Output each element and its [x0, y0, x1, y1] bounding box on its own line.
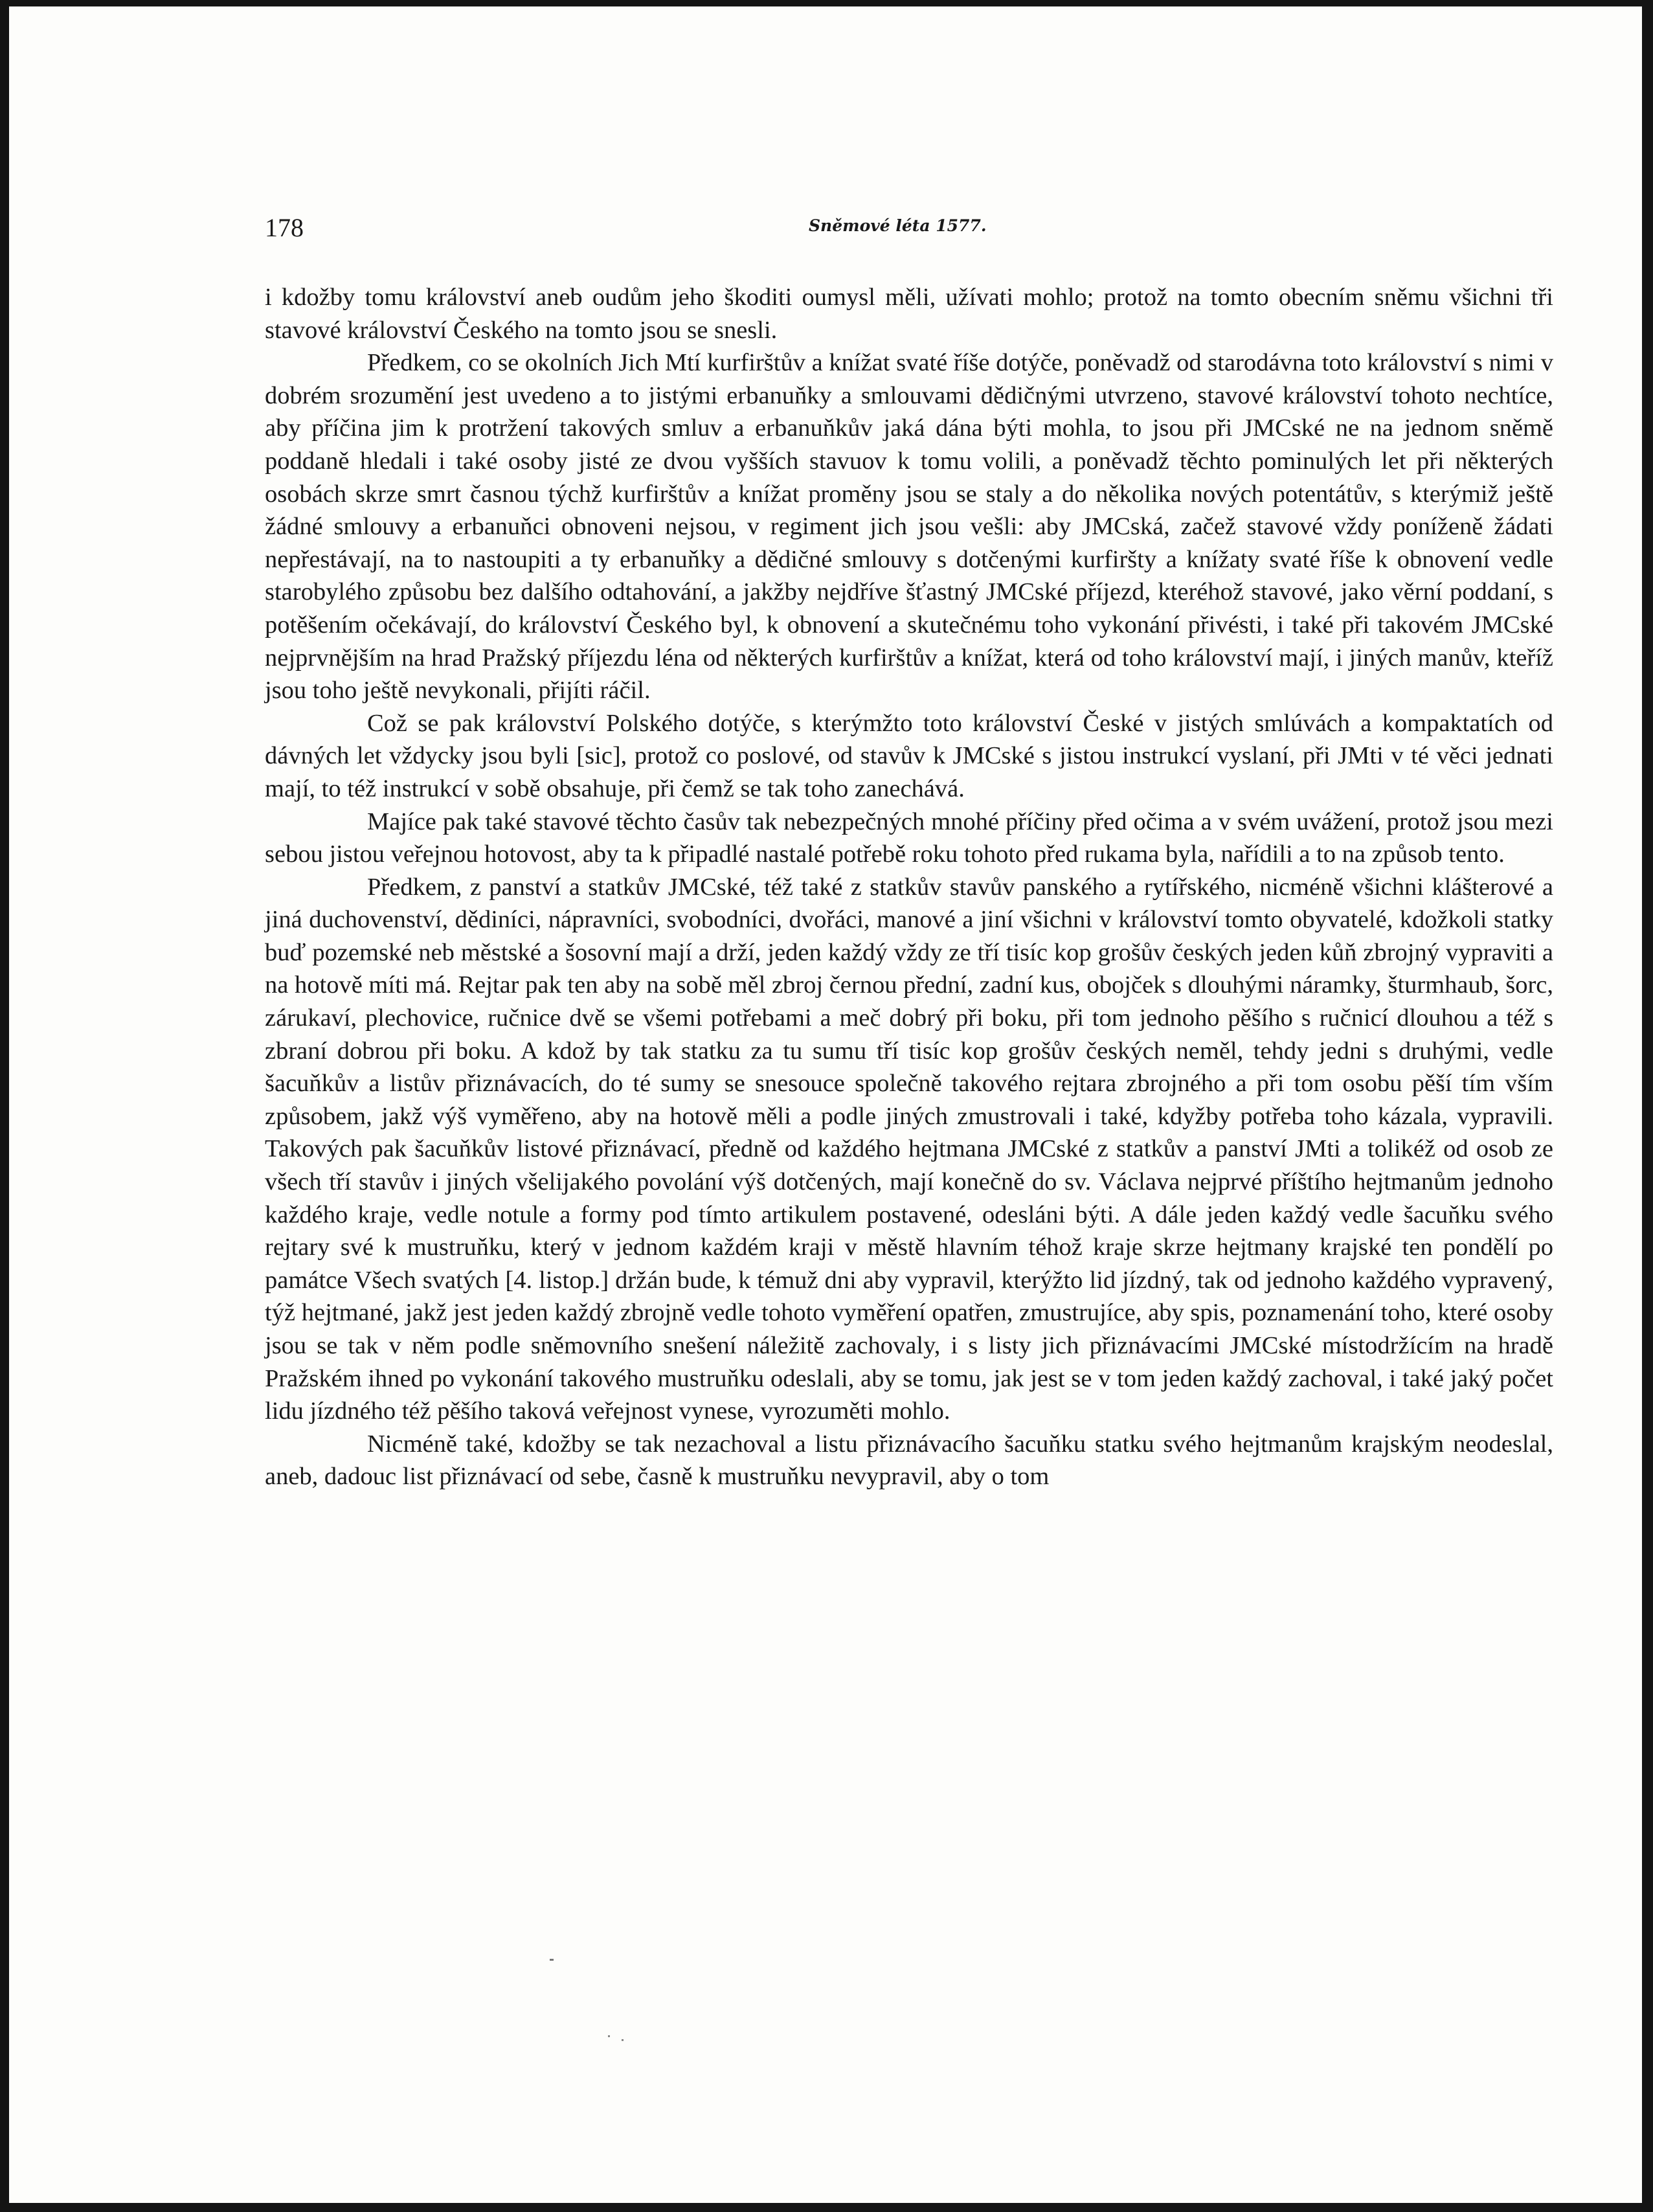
paragraph: Předkem, co se okolních Jich Mtí kurfirštův a knížat svaté říše dotýče, poněvadž od starodávna toto království s nimi v dobrém srozumění jest uvedeno a to jistými erbanuňky a smlouvami dědičnými utvrzeno, stavové království tohoto nechtíce, aby příčina jim k protržení takových smluv a erbanuňkův jaká dána býti mohla, to jsou při JMCské ne na jednom sněmě poddaně hledali i také osoby jisté ze dvou vyšších stavuov k tomu volili, a poněvadž těchto pominulých let při některých osobách skrze smrt časnou týchž kurfirštův a knížat proměny jsou se staly a do několika nových potentátův, s kterýmiž ještě žádné smlouvy a erbanuňci obnoveni nejsou, v regiment jich jsou vešli: aby JMCská, začež stavové vždy poníženě žádati nepřestávají, na to nastoupiti a ty erbanuňky a dědičné smlouvy s dotčenými kurfiršty a knížaty svaté říše k obnovení vedle starobylého způsobu bez dalšího odtahování, a jakžby nejdříve šťastný JMCské příjezd, kteréhož stavové, jako věrní poddaní, s potěšením očekávají, do království Českého byl, k obnovení a skutečnému toho vykonání přivésti, i také při takovém JMCské nejprvnějším na hrad Pražský příjezdu léna od některých kurfirštův a knížat, která od toho království mají, i jiných manův, kteříž jsou toho ještě nevykonali, přijíti ráčil.: [265, 349, 1553, 705]
paragraph: Nicméně také, kdožby se tak nezachoval a listu přiznávacího šacuňku statku svého hejtmanům krajským neodeslal, aneb, dadouc list přiznávací od sebe, časně k mustruňku nevypravil, aby o tom: [265, 1430, 1553, 1491]
document-page: [9, 6, 1642, 2203]
paragraph: Což se pak království Polského dotýče, s kterýmžto toto království České v jistých smlúvách a kompaktatích od dávných let vždycky jsou byli [sic], protož co poslové, od stavův k JMCské s jistou instrukcí vyslaní, při JMti v té věci jednati mají, to též instrukcí v sobě obsahuje, při čemž se tak toho zanechává.: [265, 709, 1553, 802]
paragraph: Majíce pak také stavové těchto časův tak nebezpečných mnohé příčiny před očima a v svém uvážení, protož jsou mezi sebou jistou veřejnou hotovost, aby ta k připadlé nastalé potřebě roku tohoto před rukama byla, nařídili a to na způsob tento.: [265, 807, 1553, 868]
paragraph: Předkem, z panství a statkův JMCské, též také z statkův stavův panského a rytířského, nicméně všichni klášterové a jiná duchovenství, dědiníci, nápravníci, svobodníci, dvořáci, manové a jiní všichni v království tomto obyvatelé, kdožkoli statky buď pozemské neb městské a šosovní mají a drží, jeden každý vždy ze tří tisíc kop grošův českých jeden kůň zbrojný vypraviti a na hotově míti má. Rejtar pak ten aby na sobě měl zbroj černou přední, zadní kus, obojček s dlouhými náramky, šturmhaub, šorc, zárukaví, plechovice, ručnice dvě se všemi potřebami a meč dobrý při boku, při tom jednoho pěšího s ručnicí dlouhou a též s zbraní dobrou při boku. A kdož by tak statku za tu sumu tří tisíc kop grošův českých neměl, tehdy jedni s druhými, vedle šacuňkův a listův přiznávacích, do té sumy se snesouce společně takového rejtara zbrojného a při tom osobu pěší tím vším způsobem, jakž výš vyměřeno, aby na hotově měli a podle jiných zmustrovali i také, kdyžby potřeba toho kázala, vypravili. Takových pak šacuňkův listové přiznávací, předně od každého hejtmana JMCské z statkův a panství JMti a tolikéž od osob ze všech tří stavův i jiných všelijakého povolání výš dotčených, mají konečně do sv. Václava nejprvé příštího hejtmanům jednoho každého kraje, vedle notule a formy pod tímto artikulem postavené, odesláni býti. A dále jeden každý vedle šacuňku svého rejtary své k mustruňku, který v jednom každém kraji v městě hlavním téhož kraje skrze hejtmany krajské ten pondělí po památce Všech svatých [4. listop.] držán bude, k témuž dni aby vypravil, kterýžto lid jízdný, tak od jednoho každého vypravený, týž hejtmané, jakž jest jeden každý zbrojně vedle tohoto vyměření opatřen, zmustrujíce, aby spis, poznamenání toho, které osoby jsou se tak v něm podle sněmovního snešení náležitě zachovaly, i s listy jich přiznávacími JMCské místodržícím na hradě Pražském ihned po vykonání takového mustruňku odeslali, aby se tomu, jak jest se v tom jeden každý zachoval, i také jaký počet lidu jízdného též pěšího taková veřejnost vynese, vyrozuměti mohlo.: [265, 873, 1553, 1425]
page-number: 178: [265, 213, 304, 242]
paragraph: i kdožby tomu království aneb oudům jeho škoditi oumysl měli, užívati mohlo; protož na tomto obecním sněmu všichni tři stavové království Českého na tomto jsou se snesli.: [265, 284, 1553, 344]
running-title: Sněmové léta 1577.: [809, 216, 987, 235]
scan-speck: [550, 1959, 554, 1961]
scan-speck: [608, 2035, 610, 2037]
scan-speck: [622, 2039, 624, 2041]
body-text: [265, 281, 1553, 1493]
page-header: [265, 212, 1553, 251]
